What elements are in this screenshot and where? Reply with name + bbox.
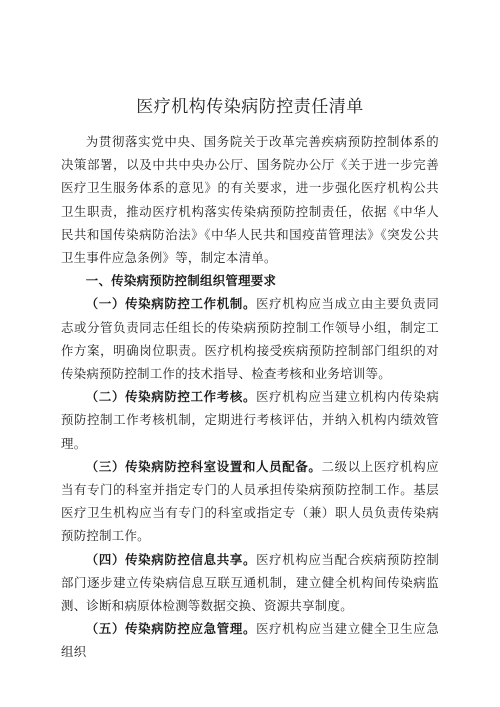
item-paragraph xyxy=(61,548,439,618)
item-paragraph xyxy=(61,385,439,455)
item-text: 医疗机构应当配合疾病预防控制部门逐步建立传染病信息互联互通机制，建立健全机构间传染病监测、诊断和病原体检测等数据交换、资源共享制度。 xyxy=(61,551,440,614)
item-paragraph xyxy=(61,292,439,385)
item-text: 医疗机构应当建立机构内传染病预防控制工作考核机制，定期进行考核评估，并纳入机构内绩效管理。 xyxy=(61,389,440,451)
item-heading: （三）传染病防控科室设置和人员配备。 xyxy=(85,458,322,474)
item-paragraph xyxy=(61,455,439,548)
item-heading: （五）传染病防控应急管理。 xyxy=(85,621,257,637)
document-title: 医疗机构传染病防控责任清单 xyxy=(136,97,364,117)
item-paragraph xyxy=(61,617,439,663)
item-heading: （二）传染病防控工作考核。 xyxy=(85,389,257,405)
item-text: 二级以上医疗机构应当有专门的科室并指定专门的人员承担传染病预防控制工作。基层医疗卫生机构应当有专门的科室或指定专（兼）职人员负责传染病预防控制工作。 xyxy=(61,458,439,544)
document-body xyxy=(61,130,439,664)
item-text: 医疗机构应当成立由主要负责同志或分管负责同志任组长的传染病预防控制工作领导小组，制定工作方案，明确岗位职责。医疗机构接受疾病预防控制部门组织的对传染病预防控制工作的技术指导、检查考核和业务培训等。 xyxy=(61,296,440,382)
intro-paragraph: 为贯彻落实党中央、国务院关于改革完善疾病预防控制体系的决策部署，以及中共中央办公厅、国务院办公厅《关于进一步完善医疗卫生服务体系的意见》的有关要求，进一步强化医疗机构公共卫生职责，推动医疗机构落实传染病预防控制责任，依据《中华人民共和国传染病防治法》《中华人民共和国疫苗管理法》《突发公共卫生事件应急条例》等，制定本清单。 xyxy=(61,134,439,266)
item-text: 医疗机构应当建立健全卫生应急组织 xyxy=(61,621,440,660)
item-heading: （四）传染病防控信息共享。 xyxy=(85,551,257,567)
section-heading: 一、传染病预防控制组织管理要求 xyxy=(85,273,277,289)
item-heading: （一）传染病防控工作机制。 xyxy=(85,296,257,312)
